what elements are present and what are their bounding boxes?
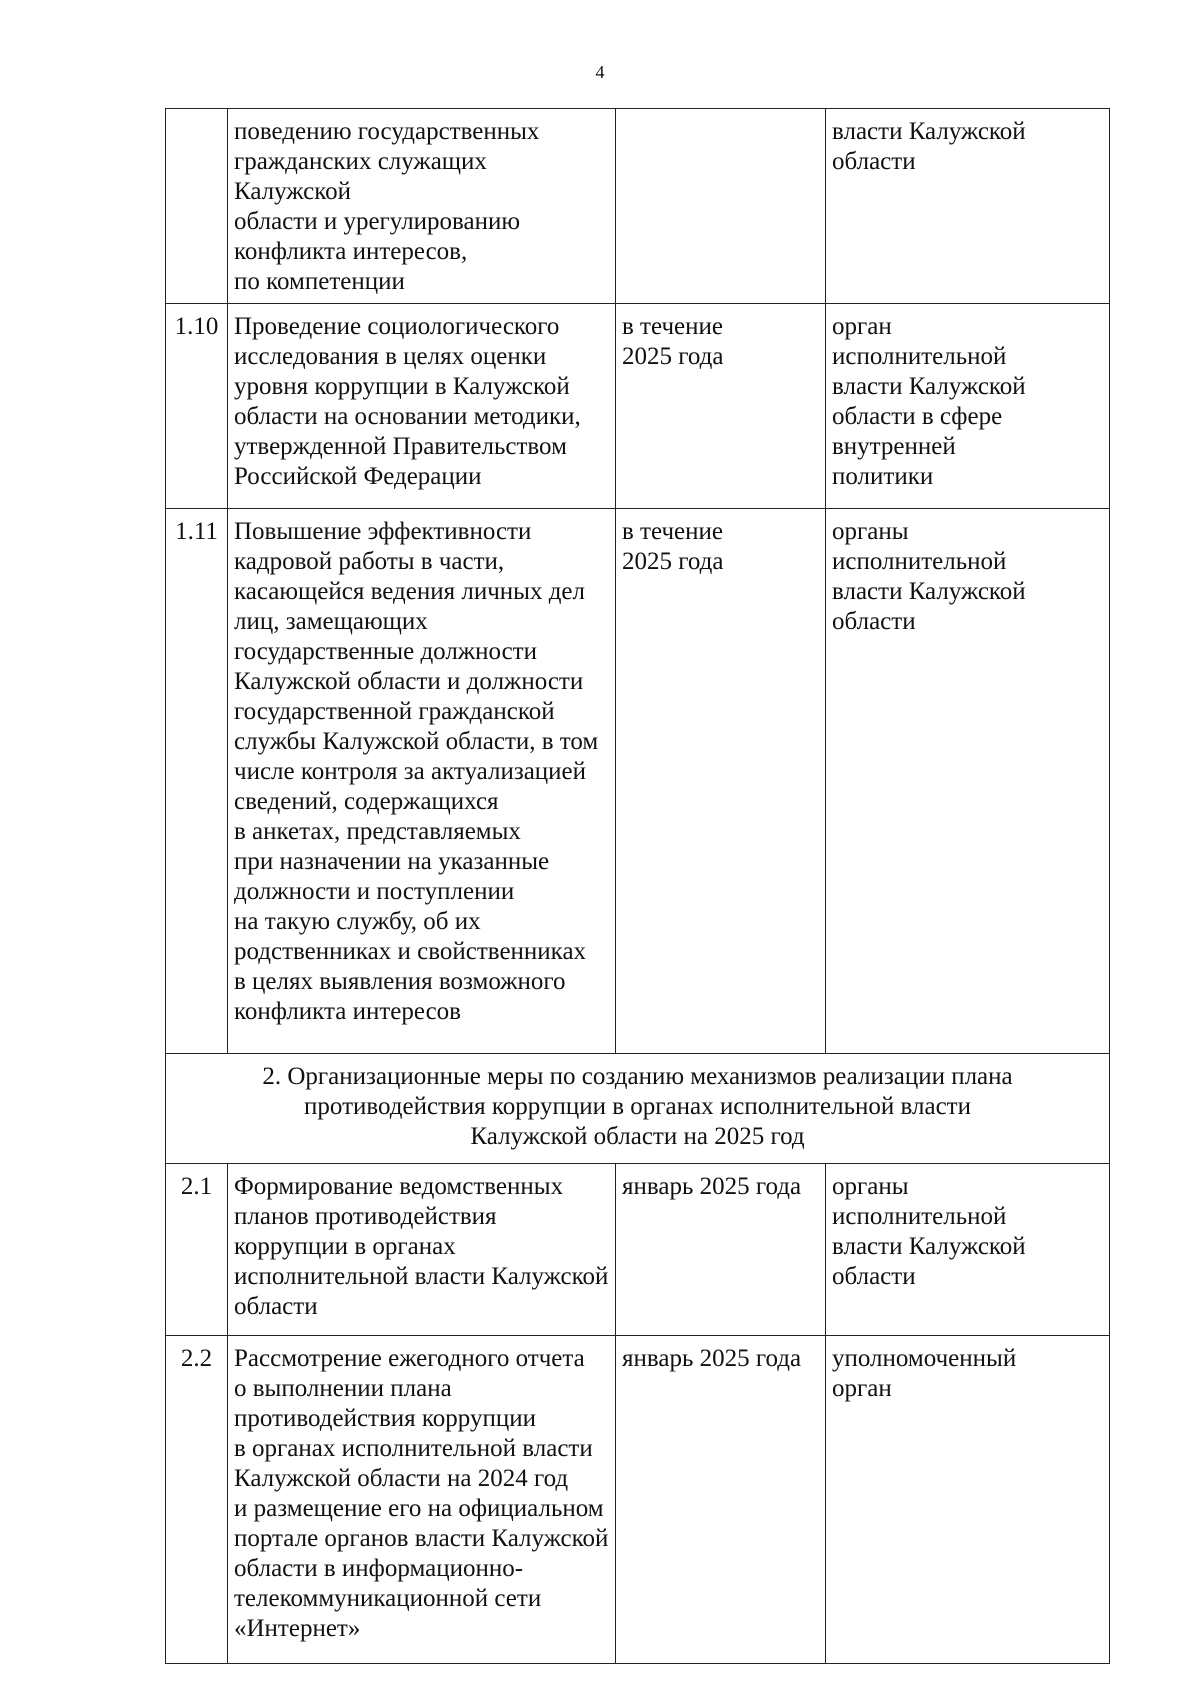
term-cell xyxy=(616,109,826,304)
measure-text: Рассмотрение ежегодного отчета о выполнении плана противодействия коррупции в органах исполнительной власти Калужской области на 2024 год и размещение его на официальном портале органов власти Калужской области в информационно- телекоммуникационной сети «Интернет» xyxy=(228,1336,616,1664)
responsible-cell: органы исполнительной власти Калужской области xyxy=(826,1164,1110,1336)
measures-table xyxy=(165,108,1110,1664)
row-number: 1.11 xyxy=(166,509,228,1054)
section-heading: 2. Организационные меры по созданию механизмов реализации плана противодействия коррупции в органах исполнительной власти Калужской области на 2025 год xyxy=(166,1054,1110,1164)
table-row xyxy=(166,1164,1110,1336)
measure-text: Формирование ведомственных планов противодействия коррупции в органах исполнительной власти Калужской области xyxy=(228,1164,616,1336)
term-cell: в течение 2025 года xyxy=(616,509,826,1054)
page-number: 4 xyxy=(595,62,605,82)
term-cell: январь 2025 года xyxy=(616,1164,826,1336)
row-number: 1.10 xyxy=(166,304,228,509)
section-row xyxy=(166,1054,1110,1164)
measure-text: поведению государственных гражданских служащих Калужской области и урегулированию конфликта интересов, по компетенции xyxy=(228,109,616,304)
responsible-cell: власти Калужской области xyxy=(826,109,1110,304)
table-row xyxy=(166,304,1110,509)
responsible-cell: органы исполнительной власти Калужской области xyxy=(826,509,1110,1054)
table-row xyxy=(166,1336,1110,1664)
table-row xyxy=(166,509,1110,1054)
responsible-cell: орган исполнительной власти Калужской области в сфере внутренней политики xyxy=(826,304,1110,509)
responsible-cell: уполномоченный орган xyxy=(826,1336,1110,1664)
table-row xyxy=(166,109,1110,304)
measure-text: Проведение социологического исследования в целях оценки уровня коррупции в Калужской области на основании методики, утвержденной Правительством Российской Федерации xyxy=(228,304,616,509)
term-cell: январь 2025 года xyxy=(616,1336,826,1664)
row-number: 2.2 xyxy=(166,1336,228,1664)
measure-text: Повышение эффективности кадровой работы в части, касающейся ведения личных дел лиц, замещающих государственные должности Калужской области и должности государственной гражданской службы Калужской области, в том числе контроля за актуализацией сведений, содержащихся в анкетах, представляемых при назначении на указанные должности и поступлении на такую службу, об их родственниках и свойственниках в целях выявления возможного конфликта интересов xyxy=(228,509,616,1054)
term-cell: в течение 2025 года xyxy=(616,304,826,509)
row-number xyxy=(166,109,228,304)
row-number: 2.1 xyxy=(166,1164,228,1336)
